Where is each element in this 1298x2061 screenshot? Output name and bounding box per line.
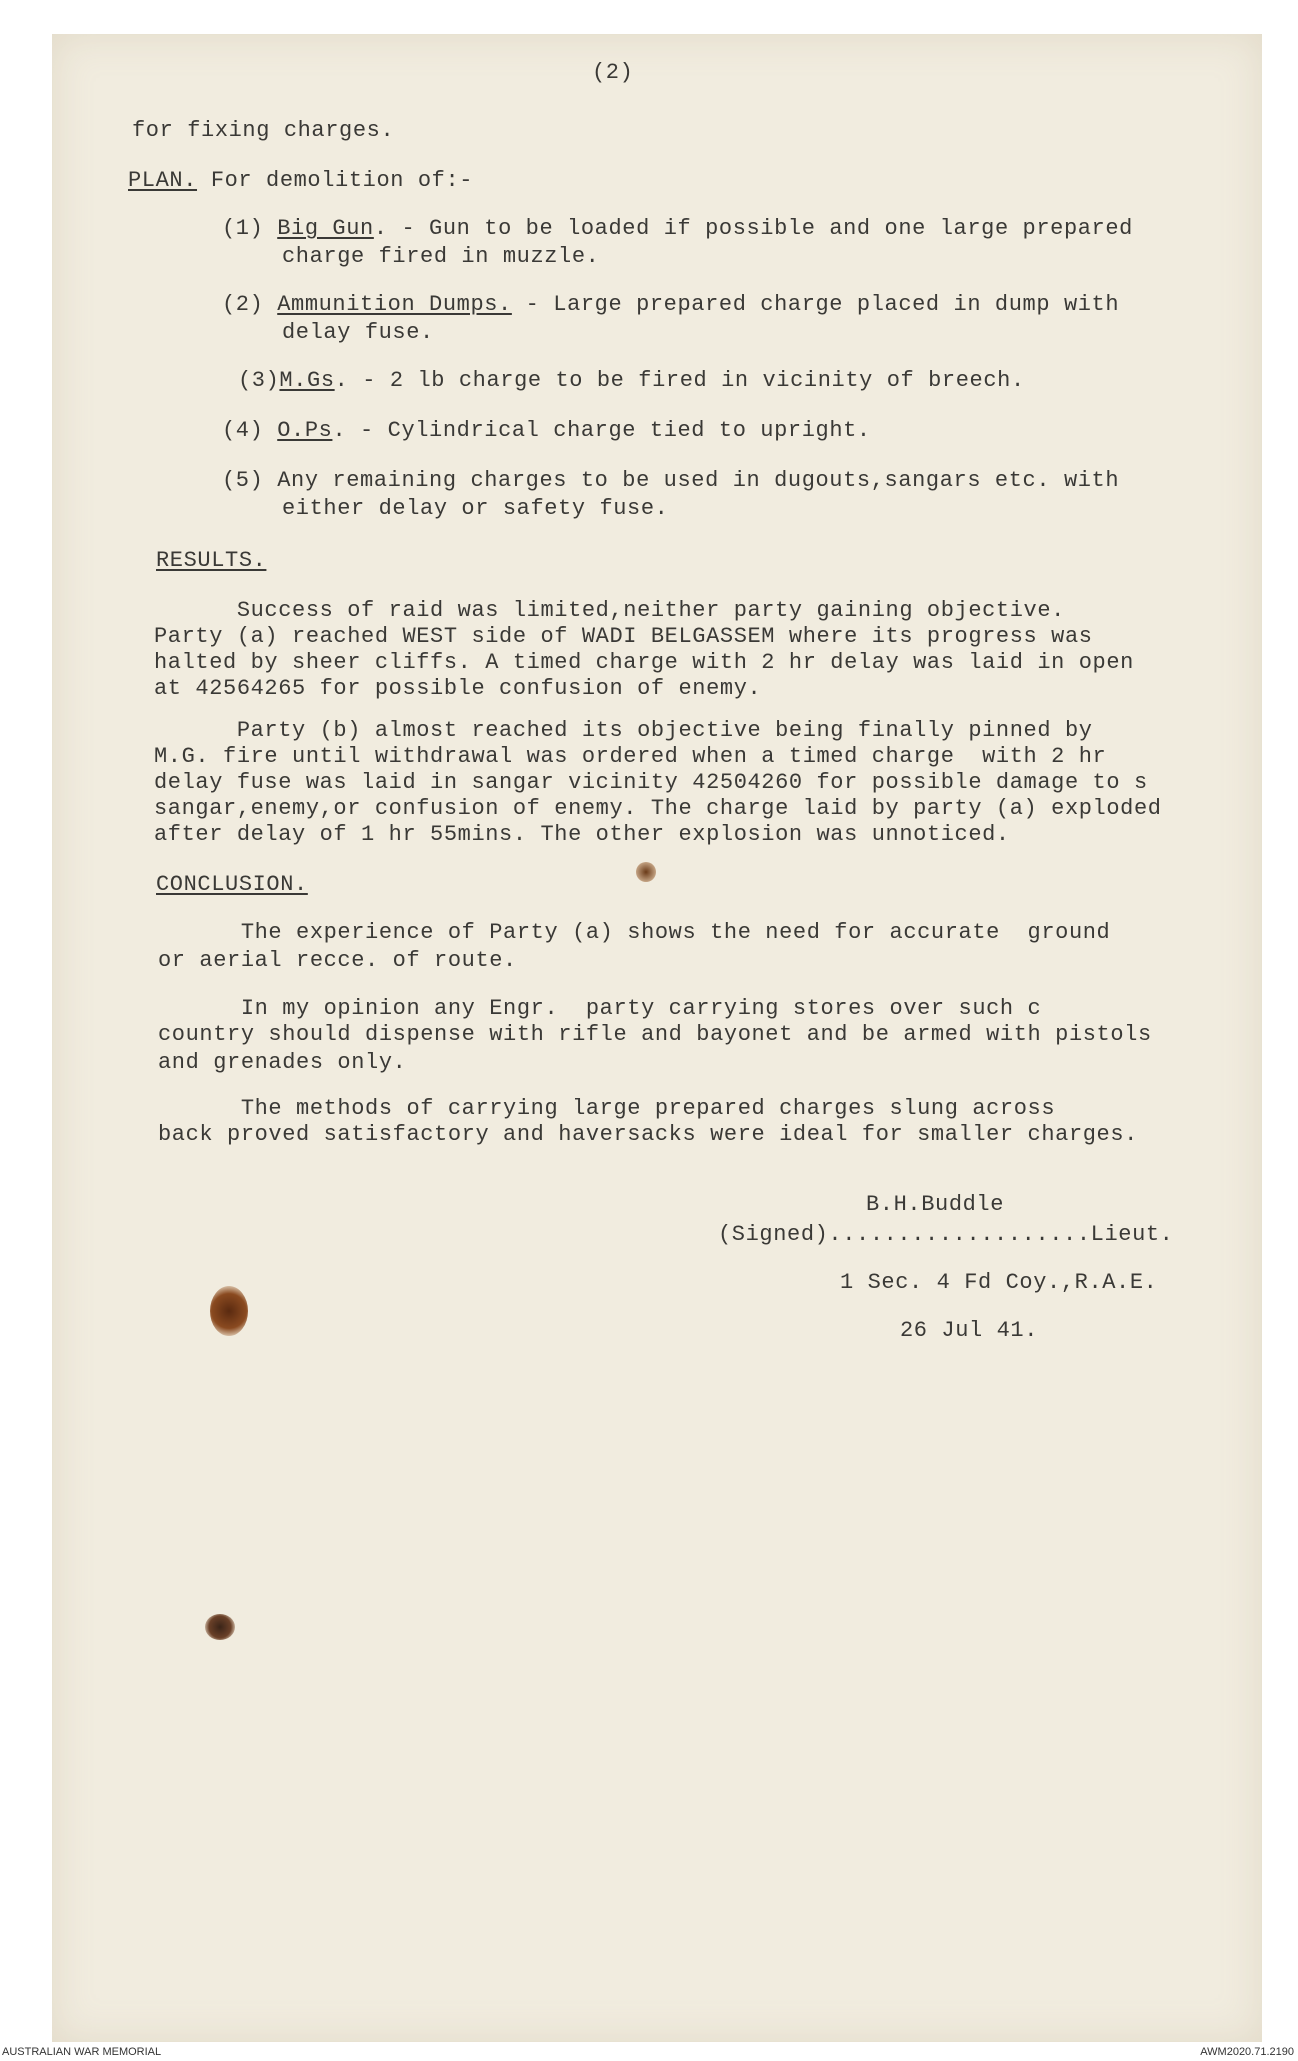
footer-right: AWM2020.71.2190 [1200, 2046, 1294, 2058]
item-number: (5) [222, 468, 278, 493]
plan-heading: PLAN. [128, 168, 198, 193]
ink-stain [210, 1286, 248, 1336]
signatory-name: B.H.Buddle [866, 1192, 1005, 1217]
results-line: sangar,enemy,or confusion of enemy. The charge laid by party (a) exploded [154, 796, 1162, 821]
conclusion-line: The methods of carrying large prepared charges slung across [158, 1096, 1056, 1121]
conclusion-line: country should dispense with rifle and bayonet and be armed with pistols [158, 1022, 1152, 1047]
date-line: 26 Jul 41. [900, 1318, 1039, 1343]
item-title: Big Gun [277, 216, 374, 241]
item-number: (1) [222, 216, 278, 241]
conclusion-line: or aerial recce. of route. [158, 948, 517, 973]
conclusion-line: In my opinion any Engr. party carrying stores over such c [158, 996, 1042, 1021]
ink-stain [636, 862, 656, 882]
conclusion-heading: CONCLUSION. [156, 872, 308, 897]
results-line: Success of raid was limited,neither party gaining objective. [154, 598, 1065, 623]
conclusion-line: back proved satisfactory and haversacks were ideal for smaller charges. [158, 1122, 1138, 1147]
results-heading: RESULTS. [156, 548, 267, 573]
results-line: delay fuse was laid in sangar vicinity 42504260 for possible damage to s [154, 770, 1148, 795]
results-line: M.G. fire until withdrawal was ordered when a timed charge with 2 hr [154, 744, 1107, 769]
item-text: . - Gun to be loaded if possible and one large prepared [373, 216, 1133, 241]
item-text: - Large prepared charge placed in dump with [511, 292, 1120, 317]
results-line: at 42564265 for possible confusion of enemy. [154, 676, 762, 701]
results-line: halted by sheer cliffs. A timed charge with 2 hr delay was laid in open [154, 650, 1134, 675]
item-text: . - Cylindrical charge tied to upright. [332, 418, 871, 443]
plan-item-2-cont: delay fuse. [282, 320, 434, 345]
plan-item-1 [222, 214, 1133, 244]
plan-item-5 [222, 466, 1119, 496]
plan-item-4 [222, 416, 871, 446]
signed-line: (Signed)...................Lieut. [718, 1222, 1174, 1247]
item-text: . - 2 lb charge to be fired in vicinity of breech. [334, 368, 1025, 393]
item-title: Ammunition Dumps. [277, 292, 512, 317]
item-number: (4) [222, 418, 278, 443]
conclusion-line: and grenades only. [158, 1050, 407, 1075]
page-number: (2) [592, 60, 634, 85]
footer-left: AUSTRALIAN WAR MEMORIAL [2, 2046, 162, 2058]
item-text: Any remaining charges to be used in dugouts,sangars etc. with [277, 468, 1120, 493]
plan-item-3 [238, 366, 1025, 396]
item-title: M.Gs [279, 368, 335, 393]
results-line: Party (b) almost reached its objective being finally pinned by [154, 718, 1093, 743]
plan-line [128, 166, 473, 196]
intro-line: for fixing charges. [132, 118, 395, 143]
plan-item-2 [222, 290, 1119, 320]
results-line: Party (a) reached WEST side of WADI BELGASSEM where its progress was [154, 624, 1093, 649]
ink-stain [205, 1614, 235, 1640]
conclusion-line: The experience of Party (a) shows the need for accurate ground [158, 920, 1111, 945]
plan-item-5-cont: either delay or safety fuse. [282, 496, 669, 521]
item-number: (2) [222, 292, 278, 317]
unit-line: 1 Sec. 4 Fd Coy.,R.A.E. [840, 1270, 1158, 1295]
plan-lead: For demolition of:- [197, 168, 474, 193]
results-line: after delay of 1 hr 55mins. The other explosion was unnoticed. [154, 822, 1010, 847]
item-number: (3) [238, 368, 280, 393]
plan-item-1-cont: charge fired in muzzle. [282, 244, 600, 269]
item-title: O.Ps [277, 418, 333, 443]
